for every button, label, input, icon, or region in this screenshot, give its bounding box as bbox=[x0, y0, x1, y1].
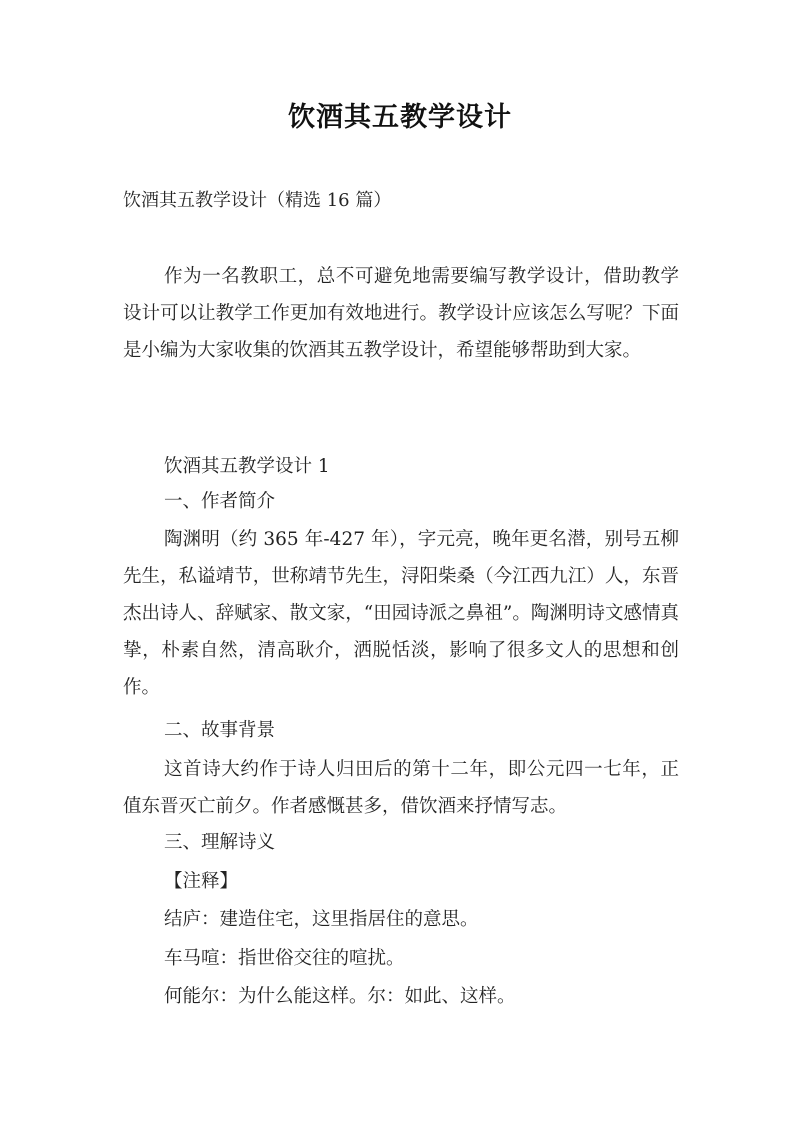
note-item: 车马喧：指世俗交往的喧扰。 bbox=[164, 948, 405, 969]
heading-meaning: 三、理解诗义 bbox=[164, 832, 276, 853]
heading-background: 二、故事背景 bbox=[164, 720, 276, 741]
note-item: 结庐：建造住宅，这里指居住的意思。 bbox=[164, 909, 479, 930]
notes-label: 【注释】 bbox=[164, 871, 239, 892]
section-title: 饮酒其五教学设计 1 bbox=[164, 456, 330, 477]
background-paragraph: 这首诗大约作于诗人归田后的第十二年，即公元四一七年，正值东晋灭亡前夕。作者感慨甚多，借饮酒来抒情写志。 bbox=[123, 759, 679, 817]
document-subtitle: 饮酒其五教学设计（精选 16 篇） bbox=[123, 190, 392, 211]
intro-paragraph: 作为一名教职工，总不可避免地需要编写教学设计，借助教学设计可以让教学工作更加有效地进行。教学设计应该怎么写呢？下面是小编为大家收集的饮酒其五教学设计，希望能够帮助到大家。 bbox=[123, 266, 679, 361]
note-item: 何能尔：为什么能这样。尔：如此、这样。 bbox=[164, 986, 516, 1007]
heading-author: 一、作者简介 bbox=[164, 491, 276, 512]
document-title: 饮酒其五教学设计 bbox=[288, 102, 512, 133]
author-paragraph: 陶渊明（约 365 年-427 年），字元亮，晚年更名潜，别号五柳先生，私谥靖节，世称靖节先生，浔阳柴桑（今江西九江）人，东晋杰出诗人、辞赋家、散文家，“田园诗派之鼻祖”。陶渊明诗文感情真挚，朴素自然，清高耿介，洒脱恬淡，影响了很多文人的思想和创作。 bbox=[123, 529, 679, 698]
